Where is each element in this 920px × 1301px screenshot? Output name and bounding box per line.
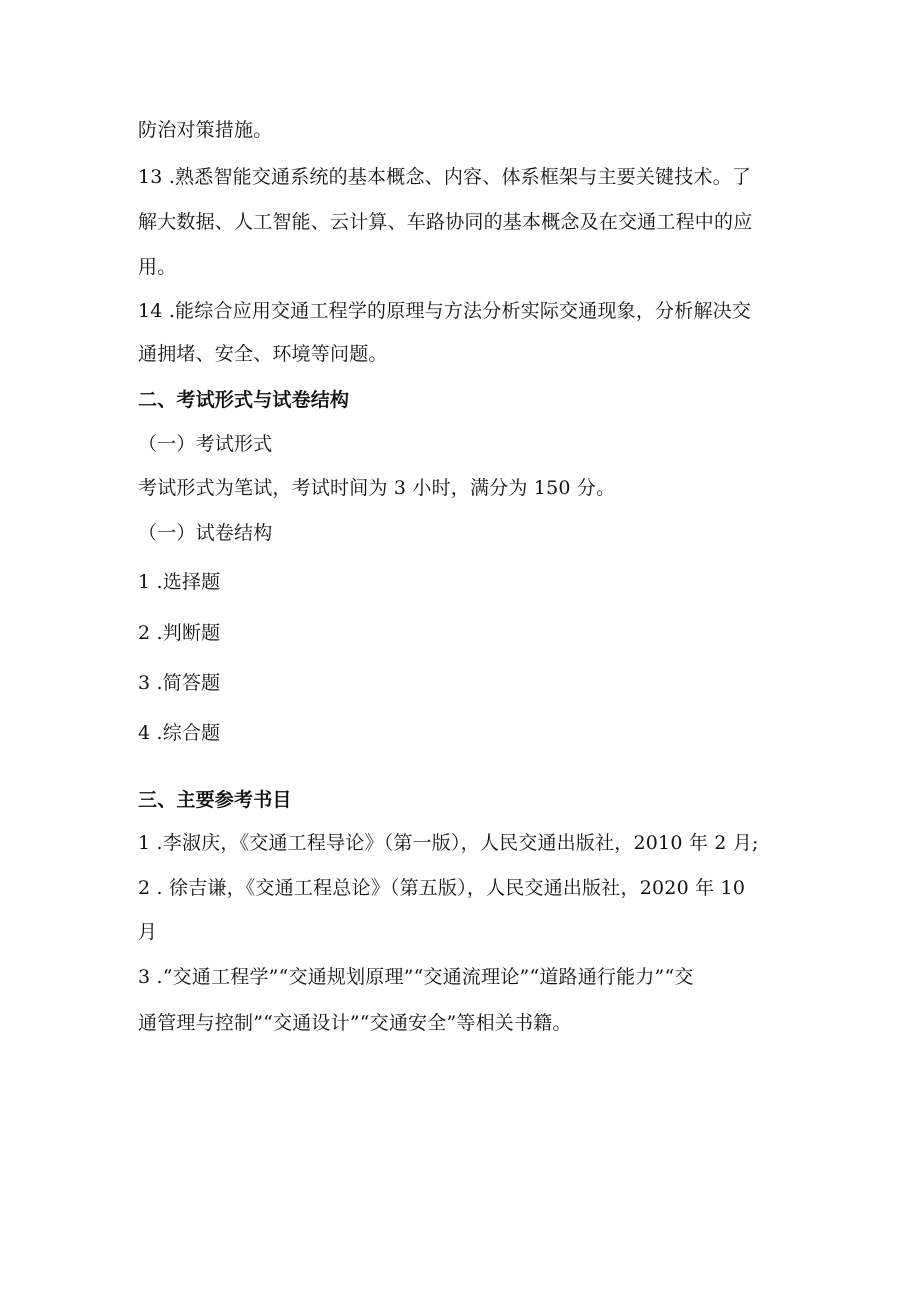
list-item — [138, 619, 788, 647]
item-text: .简答题 — [150, 672, 221, 694]
reference-3-line-1: 3 .“交通工程学”“交通规划原理”“交通流理论”“道路通行能力”“交 — [138, 966, 694, 988]
item-number: 3 — [138, 672, 151, 694]
subsection-paper-structure: （一）试卷结构 — [138, 522, 273, 544]
list-item — [138, 568, 788, 596]
subsection-exam-form: （一）考试形式 — [138, 433, 273, 455]
item-text: .判断题 — [150, 622, 221, 644]
item-14-line-2: 通拥堵、安全、环境等问题。 — [138, 343, 388, 365]
reference-2-line-1: 2 . 徐吉谦，《交通工程总论》（第五版），人民交通出版社，2020 年 10 — [138, 877, 746, 899]
item-text: .能综合应用交通工程学的原理与方法分析实际交通现象，分析解决交 — [162, 300, 752, 322]
item-text: .选择题 — [150, 571, 221, 593]
item-14-line-1 — [138, 297, 788, 325]
item-number: 4 — [138, 722, 151, 744]
item-number: 14 — [138, 300, 163, 322]
section-heading-references: 三、主要参考书目 — [138, 789, 292, 811]
item-text: .熟悉智能交通系统的基本概念、内容、体系框架与主要关键技术。了 — [162, 166, 752, 188]
item-number: 1 — [138, 571, 151, 593]
text-line: 防治对策措施。 — [138, 119, 273, 141]
item-13-line-1 — [138, 163, 788, 191]
item-number: 13 — [138, 166, 163, 188]
list-item — [138, 719, 788, 747]
reference-1: 1 .李淑庆，《交通工程导论》（第一版），人民交通出版社，2010 年 2 月; — [138, 832, 759, 854]
item-13-line-3: 用。 — [138, 256, 177, 278]
exam-form-text: 考试形式为笔试，考试时间为 3 小时，满分为 150 分。 — [138, 477, 616, 499]
item-13-line-2: 解大数据、人工智能、云计算、车路协同的基本概念及在交通工程中的应 — [138, 211, 753, 233]
item-number: 2 — [138, 622, 151, 644]
item-text: .综合题 — [150, 722, 221, 744]
reference-3-line-2: 通管理与控制”“交通设计”“交通安全”等相关书籍。 — [138, 1012, 572, 1034]
section-heading-exam-format: 二、考试形式与试卷结构 — [138, 389, 350, 411]
list-item — [138, 669, 788, 697]
reference-2-line-2: 月 — [138, 921, 158, 943]
